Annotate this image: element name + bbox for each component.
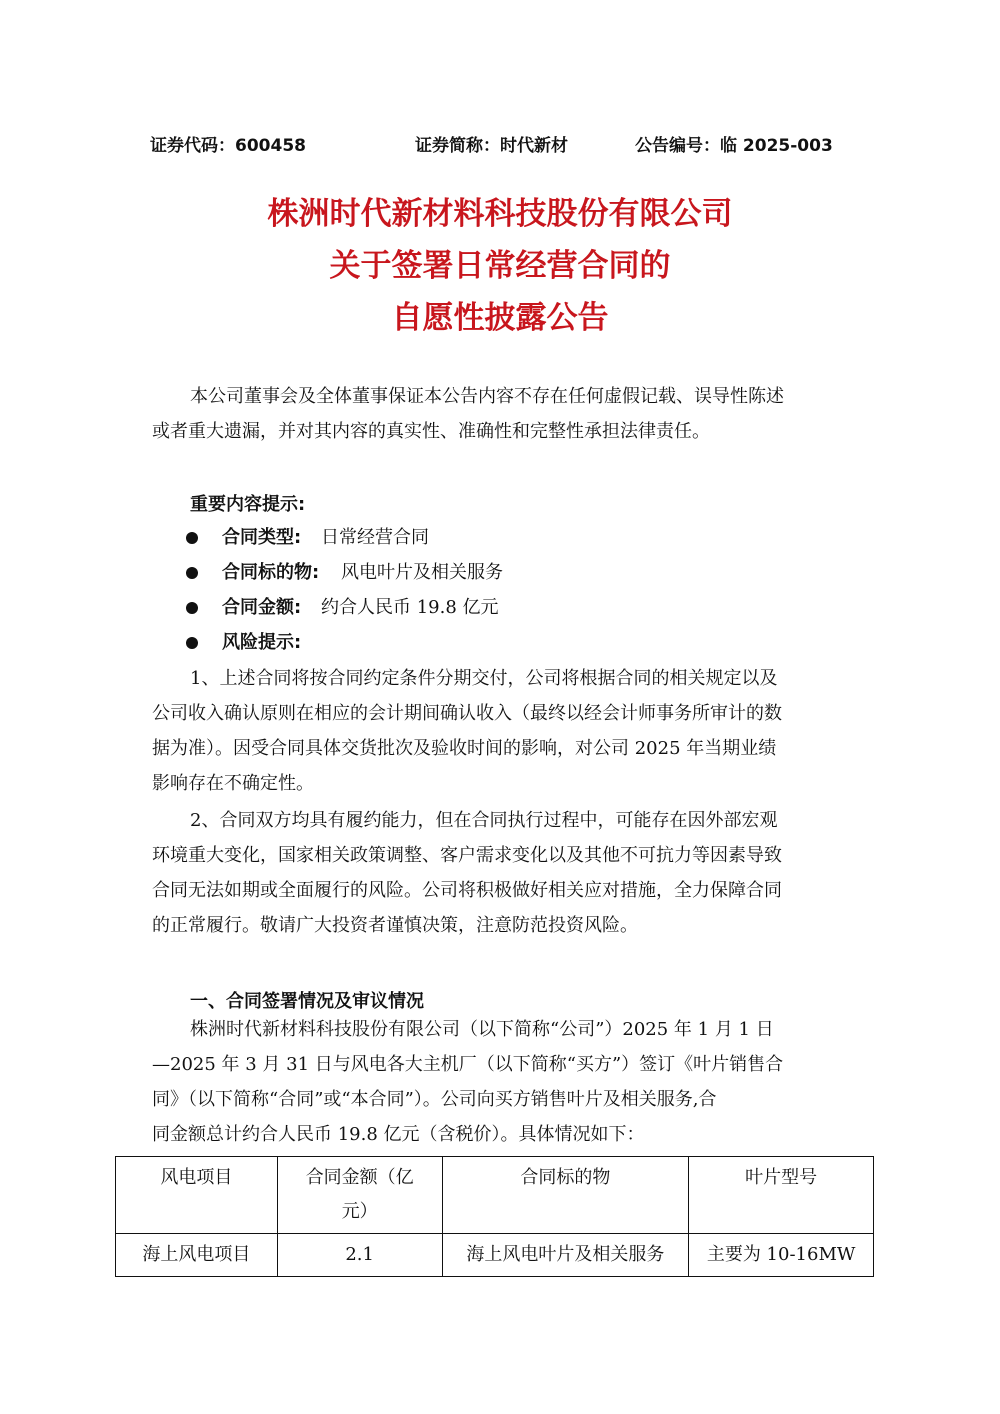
highlight-label: 风险提示: bbox=[222, 632, 302, 653]
paragraph-line: 同》（以下简称“合同”或“本合同”）。公司向买方销售叶片及相关服务,合 bbox=[152, 1089, 717, 1110]
table-header-cell: 风电项目 bbox=[116, 1157, 278, 1234]
table-cell: 2.1 bbox=[277, 1234, 442, 1277]
document-header bbox=[150, 131, 850, 161]
highlight-label: 合同金额: bbox=[222, 597, 302, 618]
table-cell: 海上风电项目 bbox=[116, 1234, 278, 1277]
highlight-label: 合同标的物: bbox=[222, 562, 320, 583]
table-header-cell bbox=[277, 1157, 442, 1234]
table-row bbox=[116, 1234, 874, 1277]
board-statement bbox=[152, 379, 852, 449]
paragraph-line: 公司收入确认原则在相应的会计期间确认收入（最终以经会计师事务所审计的数 bbox=[152, 703, 782, 724]
bullet-icon bbox=[186, 602, 198, 614]
paragraph-line: —2025 年 3 月 31 日与风电各大主机厂（以下简称“买方”）签订《叶片销售合 bbox=[152, 1054, 784, 1075]
paragraph-line: 的正常履行。敬请广大投资者谨慎决策，注意防范投资风险。 bbox=[152, 915, 638, 936]
highlight-value: 风电叶片及相关服务 bbox=[341, 562, 503, 583]
statement-line: 或者重大遗漏，并对其内容的真实性、准确性和完整性承担法律责任。 bbox=[152, 421, 710, 442]
paragraph-line: 环境重大变化，国家相关政策调整、客户需求变化以及其他不可抗力等因素导致 bbox=[152, 845, 782, 866]
section-1-paragraph bbox=[152, 1012, 852, 1152]
highlight-value: 约合人民币 19.8 亿元 bbox=[321, 597, 499, 618]
paragraph-line: 2、合同双方均具有履约能力，但在合同执行过程中，可能存在因外部宏观 bbox=[190, 810, 778, 831]
table-header-cell: 合同标的物 bbox=[442, 1157, 689, 1234]
announcement-number: 公告编号：临 2025-003 bbox=[635, 136, 833, 156]
bullet-icon bbox=[186, 532, 198, 544]
risk-paragraph-2 bbox=[152, 803, 852, 943]
table-cell: 海上风电叶片及相关服务 bbox=[442, 1234, 689, 1277]
security-code: 证券代码：600458 bbox=[150, 136, 306, 156]
highlight-value: 日常经营合同 bbox=[321, 527, 429, 548]
section-heading: 一、合同签署情况及审议情况 bbox=[190, 991, 424, 1012]
title-line-3: 自愿性披露公告 bbox=[391, 300, 609, 336]
table-header-row bbox=[116, 1157, 874, 1234]
table-cell: 主要为 10-16MW bbox=[689, 1234, 874, 1277]
highlights-heading: 重要内容提示: bbox=[190, 494, 306, 515]
paragraph-line: 株洲时代新材料科技股份有限公司（以下简称“公司”）2025 年 1 月 1 日 bbox=[190, 1019, 774, 1040]
statement-line: 本公司董事会及全体董事保证本公告内容不存在任何虚假记载、误导性陈述 bbox=[190, 386, 784, 407]
title-line-2: 关于签署日常经营合同的 bbox=[329, 248, 671, 284]
announcement-title bbox=[0, 188, 1000, 344]
paragraph-line: 同金额总计约合人民币 19.8 亿元（含税价）。具体情况如下： bbox=[152, 1124, 645, 1145]
bullet-icon bbox=[186, 567, 198, 579]
paragraph-line: 合同无法如期或全面履行的风险。公司将积极做好相关应对措施，全力保障合同 bbox=[152, 880, 782, 901]
table-header-cell: 叶片型号 bbox=[689, 1157, 874, 1234]
security-abbreviation: 证券简称：时代新材 bbox=[415, 136, 568, 156]
paragraph-line: 影响存在不确定性。 bbox=[152, 773, 314, 794]
title-line-1: 株洲时代新材料科技股份有限公司 bbox=[267, 196, 733, 232]
table-header-cell-text: 合同金额（亿元） bbox=[305, 1167, 414, 1222]
risk-paragraph-1 bbox=[152, 661, 852, 801]
contract-table bbox=[115, 1156, 874, 1277]
bullet-icon bbox=[186, 637, 198, 649]
paragraph-line: 1、上述合同将按合同约定条件分期交付，公司将根据合同的相关规定以及 bbox=[190, 668, 778, 689]
paragraph-line: 据为准）。因受合同具体交货批次及验收时间的影响，对公司 2025 年当期业绩 bbox=[152, 738, 777, 759]
highlight-label: 合同类型: bbox=[222, 527, 302, 548]
